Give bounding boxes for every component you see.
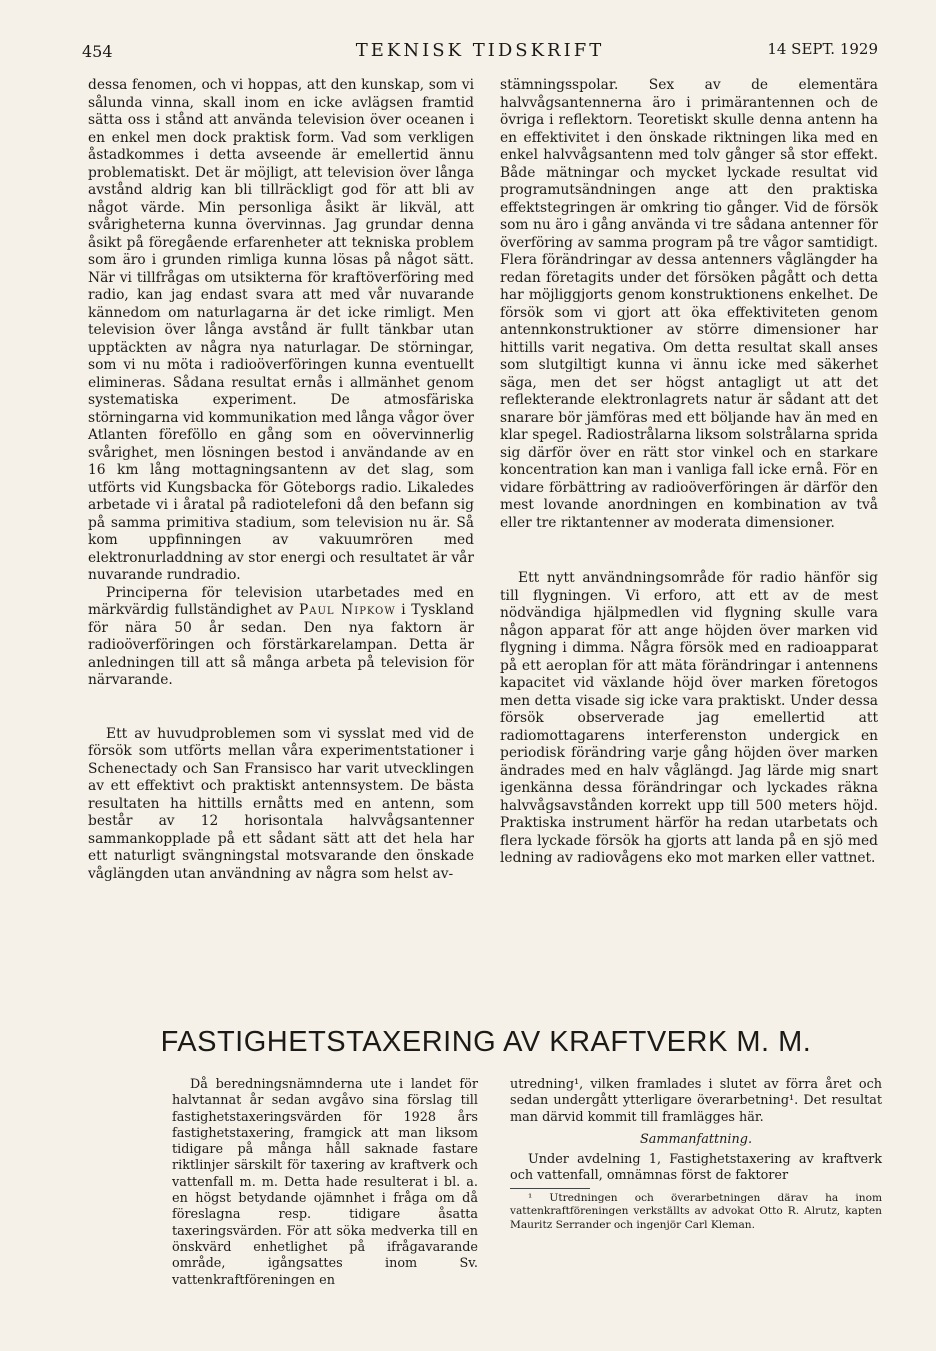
paragraph-text: Principerna för television utarbetades med en märkvärdig fullständighet av bbox=[88, 584, 474, 618]
footnote: ¹ Utredningen och överarbetningen därav ha inom vattenkraftföreningen verkställts av advokat Otto R. Alrutz, kapten Mauritz Serrander och ingenjör Carl Kleman. bbox=[510, 1191, 882, 1231]
right-column bbox=[500, 77, 878, 868]
paragraph: stämningsspolar. Sex av de elementära halvvågsantennerna äro i primärantennen och de övriga i reflektorn. Teoretiskt skulle denna antenn ha en effektivitet i den önskade riktningen lika med en enkel halvvågsantenn med tolv gånger så stor effekt. Både mätningar och mycket lyckade resultat vid programutsändningen ange att den praktiska effektstegringen är omkring tio gånger. Vid de försök som nu äro i gång använda vi tre sådana antenner för överföring av samma program på tre vågor samtidigt. Flera förändringar av dessa antenners våglängder ha redan företagits under det försöken pågått och detta har möjliggjorts genom konstruktionens enkelhet. De försök som vi gjort att öka effektiviteten genom antennkonstruktioner av större dimensioner har hittills varit negativa. Om detta resultat skall anses som slutgiltigt kunna vi ännu icke med säkerhet säga, men det ser högst antagligt ut att det reflekterande elektronlagrets natur är sådant att det snarare bör jämföras med ett böljande hav än med en klar spegel. Radiostrålarna liksom solstrålarna sprida sig därför över en rätt stor vinkel och en starkare koncentration kan man i vanliga fall icke ernå. För en vidare förbättring av radioöverföringen är därför den mest lovande anordningen en kombination av två eller tre riktantenner av moderata dimensioner. bbox=[500, 77, 878, 531]
paragraph bbox=[88, 585, 474, 690]
left-column bbox=[88, 77, 474, 883]
journal-title: TEKNISK TIDSKRIFT bbox=[355, 40, 605, 61]
paragraph: utredning¹, vilken framlades i slutet av förra året och sedan undergått ytterligare överarbetning¹. Det resultat man därvid kommit till framlägges här. bbox=[510, 1077, 882, 1125]
footnote-rule bbox=[510, 1188, 590, 1189]
paragraph: Då beredningsnämnderna ute i landet för halvtannat år sedan avgåvo sina förslag till fastighetstaxeringsvärden för 1928 års fastighetstaxering, framgick att man liksom tidigare på många håll saknade fastare riktlinjer särskilt för taxering av kraftverk och vattenfall m. m. Detta hade resulterat i bl. a. en högst betydande ojämnhet i fråga om då föreslagna resp. tidigare åsatta taxeringsvärden. För att söka medverka till en önskvärd enhetlighet på ifrågavarande område, igångsattes inom Sv. vattenkraftföreningen en bbox=[172, 1077, 478, 1288]
person-name: Paul Nipkow bbox=[299, 602, 396, 618]
paragraph-text: i Tyskland för nära 50 år sedan. Den nya faktorn är radioöverföringen och förstärkarelampan. Detta är anledningen till att så många arbeta på television för närvarande. bbox=[88, 602, 475, 688]
paragraph: Under avdelning 1, Fastighetstaxering av kraftverk och vattenfall, omnämnas först de faktorer bbox=[510, 1152, 882, 1184]
page-number: 454 bbox=[82, 42, 113, 61]
issue-date: 14 SEPT. 1929 bbox=[767, 40, 878, 58]
article-title: FASTIGHETSTAXERING AV KRAFTVERK M. M. bbox=[160, 1026, 812, 1058]
article-left-column bbox=[172, 1077, 478, 1289]
paragraph: Ett av huvudproblemen som vi sysslat med vid de försök som utförts mellan våra experimentstationer i Schenectady och San Fransisco har varit utvecklingen av ett effektivt och praktiskt antennsystem. De bästa resultaten ha hittills ernåtts med en antenn, som består av 12 horisontala halvvågsantenner sammankopplade på ett sådant sätt att det hela har ett naturligt svängningstal motsvarande den önskade våglängden utan användning av några som helst av- bbox=[88, 725, 474, 882]
article-right-column bbox=[510, 1077, 882, 1232]
paragraph: dessa fenomen, och vi hoppas, att den kunskap, som vi sålunda vinna, skall inom en icke avlägsen framtid sätta oss i stånd att använda television över oceanen i en enkel men dock praktisk form. Vad som verkligen åstadkommes i detta avseende är emellertid ännu problematiskt. Det är möjligt, att television över långa avstånd aldrig kan bli tillräckligt god för att bli av något värde. Min personliga åsikt är likväl, att svårigheterna kunna övervinnas. Jag grundar denna åsikt på föregående erfarenheter att tekniska problem som äro i grunden rimliga kunna lösas på något sätt. När vi tillfrågas om utsikterna för kraftöverföring med radio, kan jag endast svara att med vår nuvarande kännedom om naturlagarna är det icke rimligt. Men television över långa avstånd är fullt tänkbar utan upptäckten av några nya naturlagar. De störningar, som vi nu möta i radioöverföringen kunna eventuellt elimineras. Sådana resultat ernås i allmänhet genom systematiska experiment. De atmosfäriska störningarna vid kommunikation med långa vågor över Atlanten föreföllo en gång som en oövervinnerlig svårighet, men lösningen bestod i användande av en 16 km lång mottagningsantenn av det slag, som utförts vid Kungsbacka för Göteborgs radio. Likaledes arbetade vi i åratal på radiotelefoni då den befann sig på samma primitiva stadium, som television nu är. Så kom uppfinningen av vakuumrören med elektronurladdning av stor energi och resultatet är vår nuvarande rundradio. bbox=[88, 77, 474, 583]
page-header bbox=[82, 38, 878, 66]
subheading: Sammanfattning. bbox=[639, 1131, 753, 1147]
paragraph: Ett nytt användningsområde för radio hänför sig till flygningen. Vi erforo, att ett av de mest nödvändiga hjälpmedlen vid flygning skulle vara någon apparat för att ange höjden över marken vid flygning i dimma. Några försök med en radioapparat på ett aeroplan för att mäta förändringar i antennens kapacitet vid växlande höjd över marken företogos men detta visade sig icke vara praktiskt. Under dessa försök observerade jag emellertid att radiomottagarens interferenston undergick en periodisk förändring varje gång höjden över marken ändrades med en halv våglängd. Jag lärde mig snart igenkänna dessa förändringar och lyckades räkna halvvågsavstånden korrekt upp till 500 meters höjd. Praktiska instrument härför ha redan utarbetats och flera lyckade försök ha gjorts att landa på en sjö med ledning av radiovågens eko mot marken eller vattnet. bbox=[500, 570, 878, 866]
